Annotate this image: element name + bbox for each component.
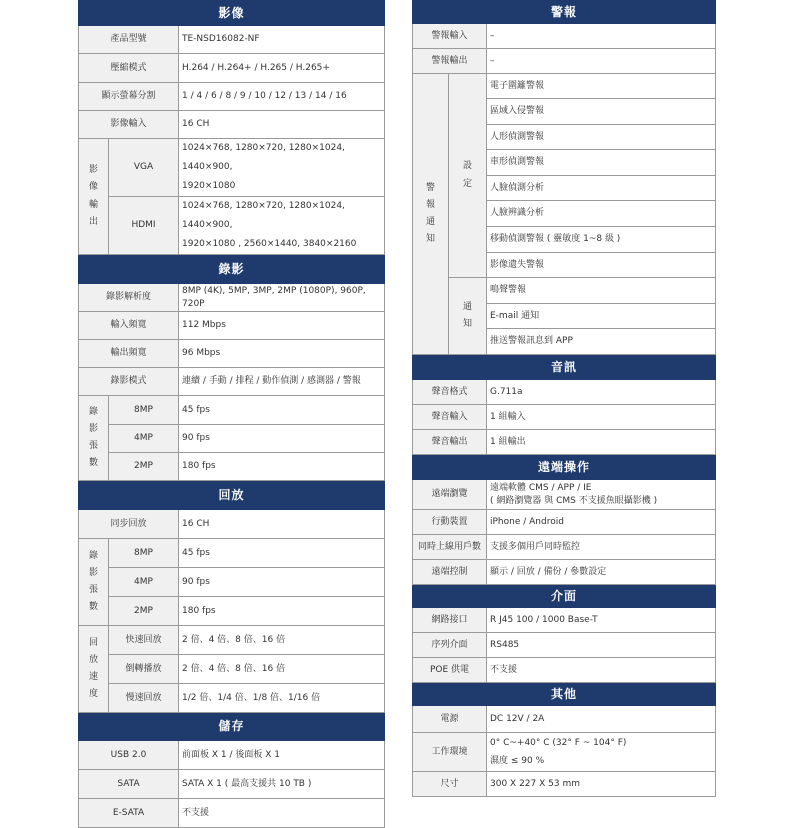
output-bandwidth-label: 輸出頻寬 bbox=[79, 340, 179, 368]
video-output-group-label: 影 像 輸 出 bbox=[79, 139, 109, 255]
network-port-value: R J45 100 / 1000 Base-T bbox=[487, 608, 716, 633]
record-mode-value: 連續 / 手動 / 排程 / 動作偵測 / 感測器 / 警報 bbox=[179, 368, 385, 396]
remote-control-value: 顯示 / 回放 / 備份 / 參數設定 bbox=[487, 560, 716, 585]
poe-value: 不支援 bbox=[487, 658, 716, 683]
network-port-label: 網路接口 bbox=[413, 608, 487, 633]
notice-email: E-mail 通知 bbox=[487, 304, 716, 329]
section-header-playback: 回放 bbox=[79, 481, 385, 510]
split-label: 顯示螢幕分割 bbox=[79, 83, 179, 111]
fast-playback-label: 快速回放 bbox=[109, 626, 179, 655]
reverse-playback-label: 倒轉播放 bbox=[109, 655, 179, 684]
remote-browse-label: 遠端瀏覽 bbox=[413, 480, 487, 510]
record-res-label: 錄影解析度 bbox=[79, 284, 179, 312]
video-input-value: 16 CH bbox=[179, 111, 385, 139]
section-header-audio: 音訊 bbox=[413, 355, 716, 380]
output-bandwidth-value: 96 Mbps bbox=[179, 340, 385, 368]
slow-playback-label: 慢速回放 bbox=[109, 684, 179, 713]
sata-value: SATA X 1 ( 最高支援共 10 TB ) bbox=[179, 770, 385, 799]
video-input-label: 影像輸入 bbox=[79, 111, 179, 139]
split-value: 1 / 4 / 6 / 8 / 9 / 10 / 12 / 13 / 14 / 16 bbox=[179, 83, 385, 111]
audio-input-label: 聲音輸入 bbox=[413, 405, 487, 430]
record-fps-group-label: 錄 影 張 數 bbox=[79, 396, 109, 481]
model-label: 產品型號 bbox=[79, 26, 179, 54]
playback-fps-2mp: 180 fps bbox=[179, 597, 385, 626]
record-res-8mp: 8MP bbox=[109, 396, 179, 425]
playback-res-8mp: 8MP bbox=[109, 539, 179, 568]
playback-speed-group-label: 回 放 速 度 bbox=[79, 626, 109, 713]
section-header-storage: 儲存 bbox=[79, 713, 385, 741]
vga-label: VGA bbox=[109, 139, 179, 197]
setting-vehicle-detect: 車形偵測警報 bbox=[487, 150, 716, 176]
sync-playback-label: 同步回放 bbox=[79, 510, 179, 539]
spec-table-right bbox=[412, 0, 716, 797]
power-label: 電源 bbox=[413, 706, 487, 733]
hdmi-value: 1024×768, 1280×720, 1280×1024, 1440×900, 1920×1080 , 2560×1440, 3840×2160 bbox=[179, 197, 385, 255]
esata-label: E-SATA bbox=[79, 799, 179, 828]
model-value: TE-NSD16082-NF bbox=[179, 26, 385, 54]
serial-interface-label: 序列介面 bbox=[413, 633, 487, 658]
section-header-alarm: 警報 bbox=[413, 1, 716, 24]
slow-playback-value: 1/2 倍、1/4 倍、1/8 倍、1/16 倍 bbox=[179, 684, 385, 713]
alarm-input-label: 警報輸入 bbox=[413, 24, 487, 49]
playback-fps-group-label: 錄 影 張 數 bbox=[79, 539, 109, 626]
audio-output-value: 1 組輸出 bbox=[487, 430, 716, 455]
audio-format-label: 聲音格式 bbox=[413, 380, 487, 405]
record-mode-label: 錄影模式 bbox=[79, 368, 179, 396]
compression-value: H.264 / H.264+ / H.265 / H.265+ bbox=[179, 54, 385, 83]
remote-browse-value: 遠端軟體 CMS / APP / IE ( 網路瀏覽器 與 CMS 不支援魚眼攝影機 ) bbox=[487, 480, 716, 510]
usb-label: USB 2.0 bbox=[79, 741, 179, 770]
section-header-record: 錄影 bbox=[79, 255, 385, 284]
alarm-notify-group-label: 警 報 通 知 bbox=[413, 74, 449, 355]
record-fps-8mp: 45 fps bbox=[179, 396, 385, 425]
audio-format-value: G.711a bbox=[487, 380, 716, 405]
alarm-setting-group-label: 設 定 bbox=[449, 74, 487, 278]
hdmi-label: HDMI bbox=[109, 197, 179, 255]
fast-playback-value: 2 倍、4 倍、8 倍、16 倍 bbox=[179, 626, 385, 655]
section-header-video: 影像 bbox=[79, 1, 385, 26]
record-fps-4mp: 90 fps bbox=[179, 425, 385, 453]
power-value: DC 12V / 2A bbox=[487, 706, 716, 733]
spec-table-left bbox=[78, 0, 385, 828]
mobile-device-value: iPhone / Android bbox=[487, 510, 716, 535]
setting-motion-detect: 移動偵測警報 ( 靈敏度 1~8 級 ) bbox=[487, 227, 716, 253]
section-header-interface: 介面 bbox=[413, 585, 716, 608]
record-fps-2mp: 180 fps bbox=[179, 453, 385, 481]
setting-face-detect: 人臉偵測分析 bbox=[487, 176, 716, 201]
setting-video-loss: 影像遺失警報 bbox=[487, 253, 716, 278]
setting-face-recognition: 人臉辨識分析 bbox=[487, 201, 716, 227]
setting-fence-alarm: 電子圍籬警報 bbox=[487, 74, 716, 99]
concurrent-users-value: 支援多個用戶同時監控 bbox=[487, 535, 716, 560]
poe-label: POE 供電 bbox=[413, 658, 487, 683]
section-header-remote: 遠端操作 bbox=[413, 455, 716, 480]
alarm-output-value: – bbox=[487, 49, 716, 74]
sync-playback-value: 16 CH bbox=[179, 510, 385, 539]
usb-value: 前面板 X 1 / 後面板 X 1 bbox=[179, 741, 385, 770]
remote-control-label: 遠端控制 bbox=[413, 560, 487, 585]
dimension-label: 尺寸 bbox=[413, 772, 487, 797]
mobile-device-label: 行動裝置 bbox=[413, 510, 487, 535]
setting-intrusion-alarm: 區域入侵警報 bbox=[487, 99, 716, 125]
sata-label: SATA bbox=[79, 770, 179, 799]
notice-push-app: 推送警報訊息到 APP bbox=[487, 329, 716, 355]
playback-fps-8mp: 45 fps bbox=[179, 539, 385, 568]
playback-res-4mp: 4MP bbox=[109, 568, 179, 597]
alarm-output-label: 警報輸出 bbox=[413, 49, 487, 74]
section-header-other: 其他 bbox=[413, 683, 716, 706]
notice-buzzer: 鳴聲警報 bbox=[487, 278, 716, 304]
serial-interface-value: RS485 bbox=[487, 633, 716, 658]
playback-res-2mp: 2MP bbox=[109, 597, 179, 626]
audio-output-label: 聲音輸出 bbox=[413, 430, 487, 455]
record-res-value: 8MP (4K), 5MP, 3MP, 2MP (1080P), 960P, 720P bbox=[179, 284, 385, 312]
audio-input-value: 1 組輸入 bbox=[487, 405, 716, 430]
input-bandwidth-label: 輸入頻寬 bbox=[79, 312, 179, 340]
record-res-4mp: 4MP bbox=[109, 425, 179, 453]
reverse-playback-value: 2 倍、4 倍、8 倍、16 倍 bbox=[179, 655, 385, 684]
playback-fps-4mp: 90 fps bbox=[179, 568, 385, 597]
setting-human-detect: 人形偵測警報 bbox=[487, 125, 716, 150]
dimension-value: 300 X 227 X 53 mm bbox=[487, 772, 716, 797]
concurrent-users-label: 同時上線用戶數 bbox=[413, 535, 487, 560]
vga-value: 1024×768, 1280×720, 1280×1024, 1440×900, 1920×1080 bbox=[179, 139, 385, 197]
esata-value: 不支援 bbox=[179, 799, 385, 828]
alarm-input-value: – bbox=[487, 24, 716, 49]
compression-label: 壓縮模式 bbox=[79, 54, 179, 83]
input-bandwidth-value: 112 Mbps bbox=[179, 312, 385, 340]
environment-label: 工作環境 bbox=[413, 733, 487, 772]
alarm-notice-group-label: 通 知 bbox=[449, 278, 487, 355]
environment-value: 0° C~+40° C (32° F ~ 104° F) 濕度 ≤ 90 % bbox=[487, 733, 716, 772]
record-res-2mp: 2MP bbox=[109, 453, 179, 481]
